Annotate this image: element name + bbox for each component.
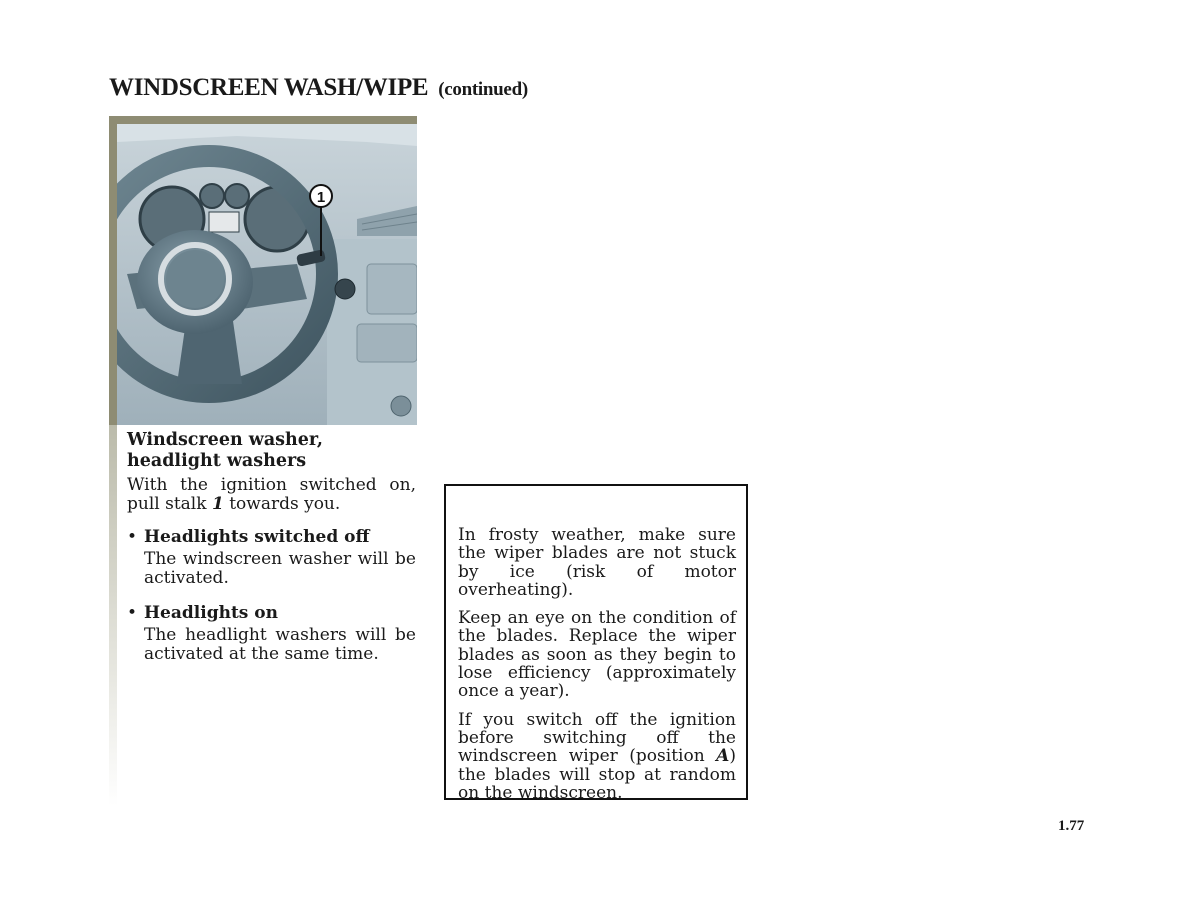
note-paragraph-3 bbox=[458, 711, 736, 802]
left-column-text bbox=[127, 430, 416, 680]
note-paragraph-1: In frosty weather, make sure the wiper blades are not stuck by ice (risk of motor overheating). bbox=[458, 525, 736, 600]
steering-wheel-drawing bbox=[117, 124, 417, 425]
note-position-ref: A bbox=[716, 746, 730, 767]
bullet-body: The headlight washers will be activated at the same time. bbox=[144, 625, 416, 664]
intro-text-end: towards you. bbox=[223, 494, 341, 514]
section-heading-line1: Windscreen washer, bbox=[127, 430, 323, 450]
bullet-item bbox=[127, 604, 416, 664]
page-title-main: WINDSCREEN WASH/WIPE bbox=[109, 74, 429, 101]
bullet-marker: • bbox=[127, 527, 138, 547]
intro-paragraph bbox=[127, 476, 416, 514]
section-heading-line2: headlight washers bbox=[127, 451, 307, 471]
bullet-title: Headlights switched off bbox=[144, 527, 370, 547]
intro-text: With the ignition switched on, pull stalk bbox=[127, 475, 416, 514]
headlight-bullets bbox=[127, 528, 416, 664]
section-heading bbox=[127, 430, 416, 472]
bullet-title: Headlights on bbox=[144, 603, 278, 623]
bullet-item bbox=[127, 528, 416, 588]
page-title bbox=[109, 74, 528, 102]
bullet-body: The windscreen washer will be activated. bbox=[144, 549, 416, 588]
intro-stalk-ref: 1 bbox=[211, 494, 224, 514]
page-number: 1.77 bbox=[1058, 818, 1085, 834]
note-p3-end: ) the blades will stop at random on the windscreen. bbox=[458, 746, 736, 803]
page-title-suffix: (continued) bbox=[438, 79, 528, 100]
bullet-marker: • bbox=[127, 603, 138, 623]
note-box bbox=[444, 484, 748, 803]
callout-label: 1 bbox=[316, 189, 326, 206]
note-p3-start: If you switch off the ignition before switching off the windscreen wiper (position bbox=[458, 709, 736, 767]
dashboard-illustration bbox=[117, 124, 417, 425]
note-paragraph-2: Keep an eye on the condition of the blades. Replace the wiper blades as soon as they begin to lose efficiency (approximately once a year). bbox=[458, 608, 736, 702]
